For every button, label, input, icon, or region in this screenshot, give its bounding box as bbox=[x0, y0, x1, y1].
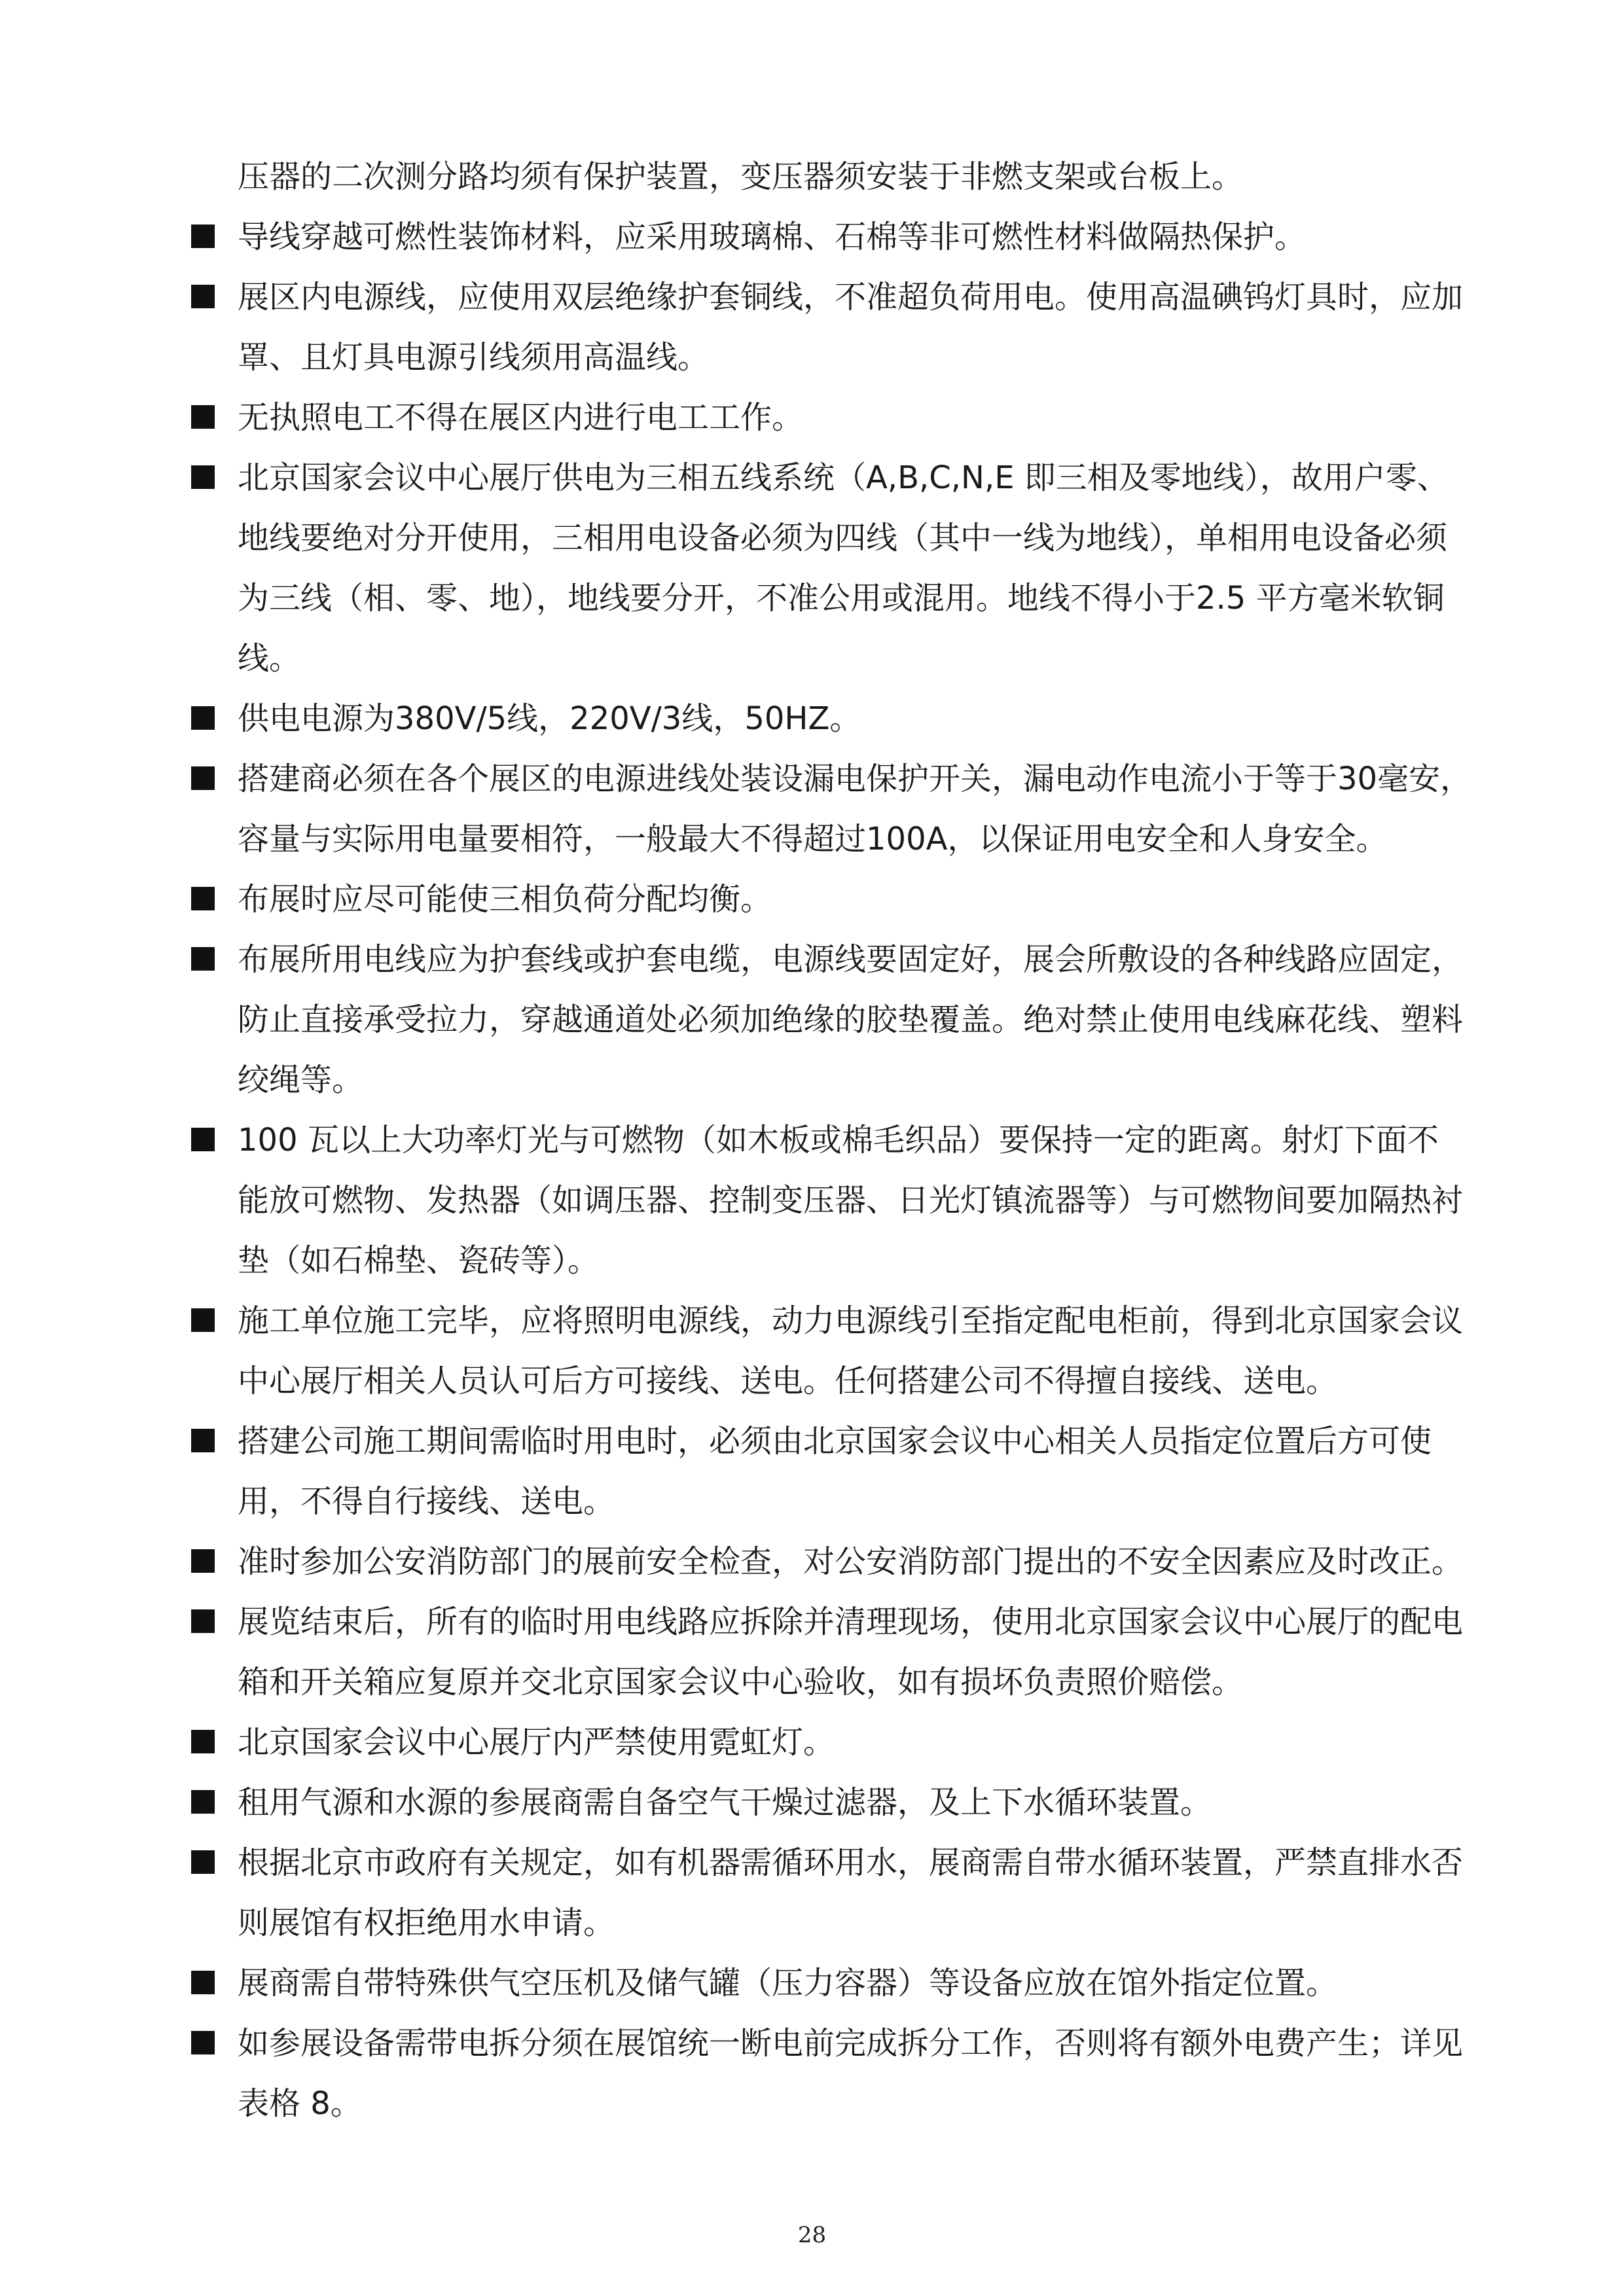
list-item bbox=[190, 749, 1492, 869]
list-item bbox=[190, 1592, 1492, 1712]
text-line: 展览结束后，所有的临时用电线路应拆除并清理现场，使用北京国家会议中心展厅的配电 bbox=[238, 1604, 1464, 1640]
continuation-line: 压器的二次测分路均须有保护装置，变压器须安装于非燃支架或台板上。 bbox=[238, 158, 1244, 195]
text-line: 容量与实际用电量要相符，一般最大不得超过100A，以保证用电安全和人身安全。 bbox=[238, 821, 1388, 857]
square-bullet-icon bbox=[190, 267, 238, 327]
list-item bbox=[190, 1291, 1492, 1411]
list-item bbox=[190, 207, 1492, 267]
text-line: 施工单位施工完毕，应将照明电源线，动力电源线引至指定配电柜前，得到北京国家会议 bbox=[238, 1302, 1464, 1339]
text-line: 租用气源和水源的参展商需自备空气干燥过滤器，及上下水循环装置。 bbox=[238, 1784, 1212, 1821]
text-line: 100 瓦以上大功率灯光与可燃物（如木板或棉毛织品）要保持一定的距离。射灯下面不 bbox=[238, 1122, 1439, 1158]
list-item-text bbox=[238, 1291, 1492, 1411]
list-item-text bbox=[238, 207, 1492, 267]
list-item bbox=[190, 1411, 1492, 1532]
text-line: 能放可燃物、发热器（如调压器、控制变压器、日光灯镇流器等）与可燃物间要加隔热衬 bbox=[238, 1182, 1464, 1219]
list-item bbox=[190, 448, 1492, 689]
list-item bbox=[190, 267, 1492, 387]
text-line: 展区内电源线，应使用双层绝缘护套铜线，不准超负荷用电。使用高温碘钨灯具时，应加 bbox=[238, 279, 1464, 315]
square-bullet-icon bbox=[190, 1592, 238, 1652]
list-item-text bbox=[238, 1712, 1492, 1772]
text-line: 北京国家会议中心展厅供电为三相五线系统（A,B,C,N,E 即三相及零地线），故用户零、 bbox=[238, 459, 1449, 496]
list-item-text bbox=[238, 267, 1492, 387]
list-item bbox=[190, 1953, 1492, 2013]
text-line: 用，不得自行接线、送电。 bbox=[238, 1483, 615, 1520]
list-item-text bbox=[238, 1592, 1492, 1712]
text-line: 表格 8。 bbox=[238, 2085, 362, 2122]
list-item-text bbox=[238, 1772, 1492, 1833]
square-bullet-icon bbox=[190, 448, 238, 508]
square-bullet-icon bbox=[190, 1532, 238, 1592]
text-line: 绞绳等。 bbox=[238, 1062, 364, 1098]
text-line: 导线穿越可燃性装饰材料，应采用玻璃棉、石棉等非可燃性材料做隔热保护。 bbox=[238, 219, 1307, 255]
text-line: 线。 bbox=[238, 640, 301, 677]
list-item-text bbox=[238, 689, 1492, 749]
list-item bbox=[190, 929, 1492, 1110]
square-bullet-icon bbox=[190, 1291, 238, 1351]
list-item-text bbox=[238, 1532, 1492, 1592]
list-item bbox=[190, 387, 1492, 448]
page-number: 28 bbox=[797, 2222, 827, 2248]
text-line: 为三线（相、零、地），地线要分开，不准公用或混用。地线不得小于2.5 平方毫米软铜 bbox=[238, 580, 1445, 617]
list-item bbox=[190, 1110, 1492, 1291]
text-line: 搭建商必须在各个展区的电源进线处装设漏电保护开关，漏电动作电流小于等于30毫安， bbox=[238, 761, 1472, 797]
list-item-text bbox=[238, 1411, 1492, 1532]
list-item bbox=[190, 2013, 1492, 2134]
square-bullet-icon bbox=[190, 929, 238, 990]
list-item-text bbox=[238, 2013, 1492, 2134]
square-bullet-icon bbox=[190, 869, 238, 929]
list-item-text bbox=[238, 1833, 1492, 1953]
text-line: 无执照电工不得在展区内进行电工工作。 bbox=[238, 399, 804, 436]
list-item bbox=[190, 689, 1492, 749]
square-bullet-icon bbox=[190, 1772, 238, 1833]
text-line: 防止直接承受拉力，穿越通道处必须加绝缘的胶垫覆盖。绝对禁止使用电线麻花线、塑料 bbox=[238, 1001, 1464, 1038]
document-body bbox=[190, 147, 1492, 2134]
square-bullet-icon bbox=[190, 387, 238, 448]
list-item bbox=[190, 1833, 1492, 1953]
text-line: 垫（如石棉垫、瓷砖等）。 bbox=[238, 1242, 600, 1279]
square-bullet-icon bbox=[190, 1833, 238, 1893]
text-line: 地线要绝对分开使用，三相用电设备必须为四线（其中一线为地线），单相用电设备必须 bbox=[238, 520, 1448, 556]
square-bullet-icon bbox=[190, 1953, 238, 2013]
text-line: 搭建公司施工期间需临时用电时，必须由北京国家会议中心相关人员指定位置后方可使 bbox=[238, 1423, 1432, 1460]
square-bullet-icon bbox=[190, 1411, 238, 1471]
text-line: 布展所用电线应为护套线或护套电缆，电源线要固定好，展会所敷设的各种线路应固定， bbox=[238, 941, 1464, 978]
text-line: 展商需自带特殊供气空压机及储气罐（压力容器）等设备应放在馆外指定位置。 bbox=[238, 1965, 1338, 2001]
square-bullet-icon bbox=[190, 1110, 238, 1170]
list-item-text bbox=[238, 387, 1492, 448]
list-item-text bbox=[238, 448, 1492, 689]
square-bullet-icon bbox=[190, 749, 238, 809]
list-item bbox=[190, 1772, 1492, 1833]
text-line: 准时参加公安消防部门的展前安全检查，对公安消防部门提出的不安全因素应及时改正。 bbox=[238, 1543, 1464, 1580]
list-item bbox=[190, 1712, 1492, 1772]
list-item-text bbox=[238, 749, 1492, 869]
square-bullet-icon bbox=[190, 689, 238, 749]
list-item-text bbox=[238, 1953, 1492, 2013]
text-line: 根据北京市政府有关规定，如有机器需循环用水，展商需自带水循环装置，严禁直排水否 bbox=[238, 1844, 1464, 1881]
square-bullet-icon bbox=[190, 207, 238, 267]
list-item-text bbox=[238, 1110, 1492, 1291]
square-bullet-icon bbox=[190, 1712, 238, 1772]
text-line: 北京国家会议中心展厅内严禁使用霓虹灯。 bbox=[238, 1724, 835, 1761]
text-line: 箱和开关箱应复原并交北京国家会议中心验收，如有损坏负责照价赔偿。 bbox=[238, 1664, 1244, 1700]
square-bullet-icon bbox=[190, 2013, 238, 2073]
list-item bbox=[190, 869, 1492, 929]
list-item bbox=[190, 1532, 1492, 1592]
text-line: 布展时应尽可能使三相负荷分配均衡。 bbox=[238, 881, 772, 918]
text-line: 供电电源为380V/5线，220V/3线，50HZ。 bbox=[238, 700, 861, 737]
text-line: 中心展厅相关人员认可后方可接线、送电。任何搭建公司不得擅自接线、送电。 bbox=[238, 1363, 1338, 1399]
list-item-text bbox=[238, 869, 1492, 929]
list-item-text bbox=[238, 929, 1492, 1110]
text-line: 如参展设备需带电拆分须在展馆统一断电前完成拆分工作，否则将有额外电费产生；详见 bbox=[238, 2025, 1464, 2062]
text-line: 则展馆有权拒绝用水申请。 bbox=[238, 1905, 615, 1941]
text-line: 罩、且灯具电源引线须用高温线。 bbox=[238, 339, 710, 376]
